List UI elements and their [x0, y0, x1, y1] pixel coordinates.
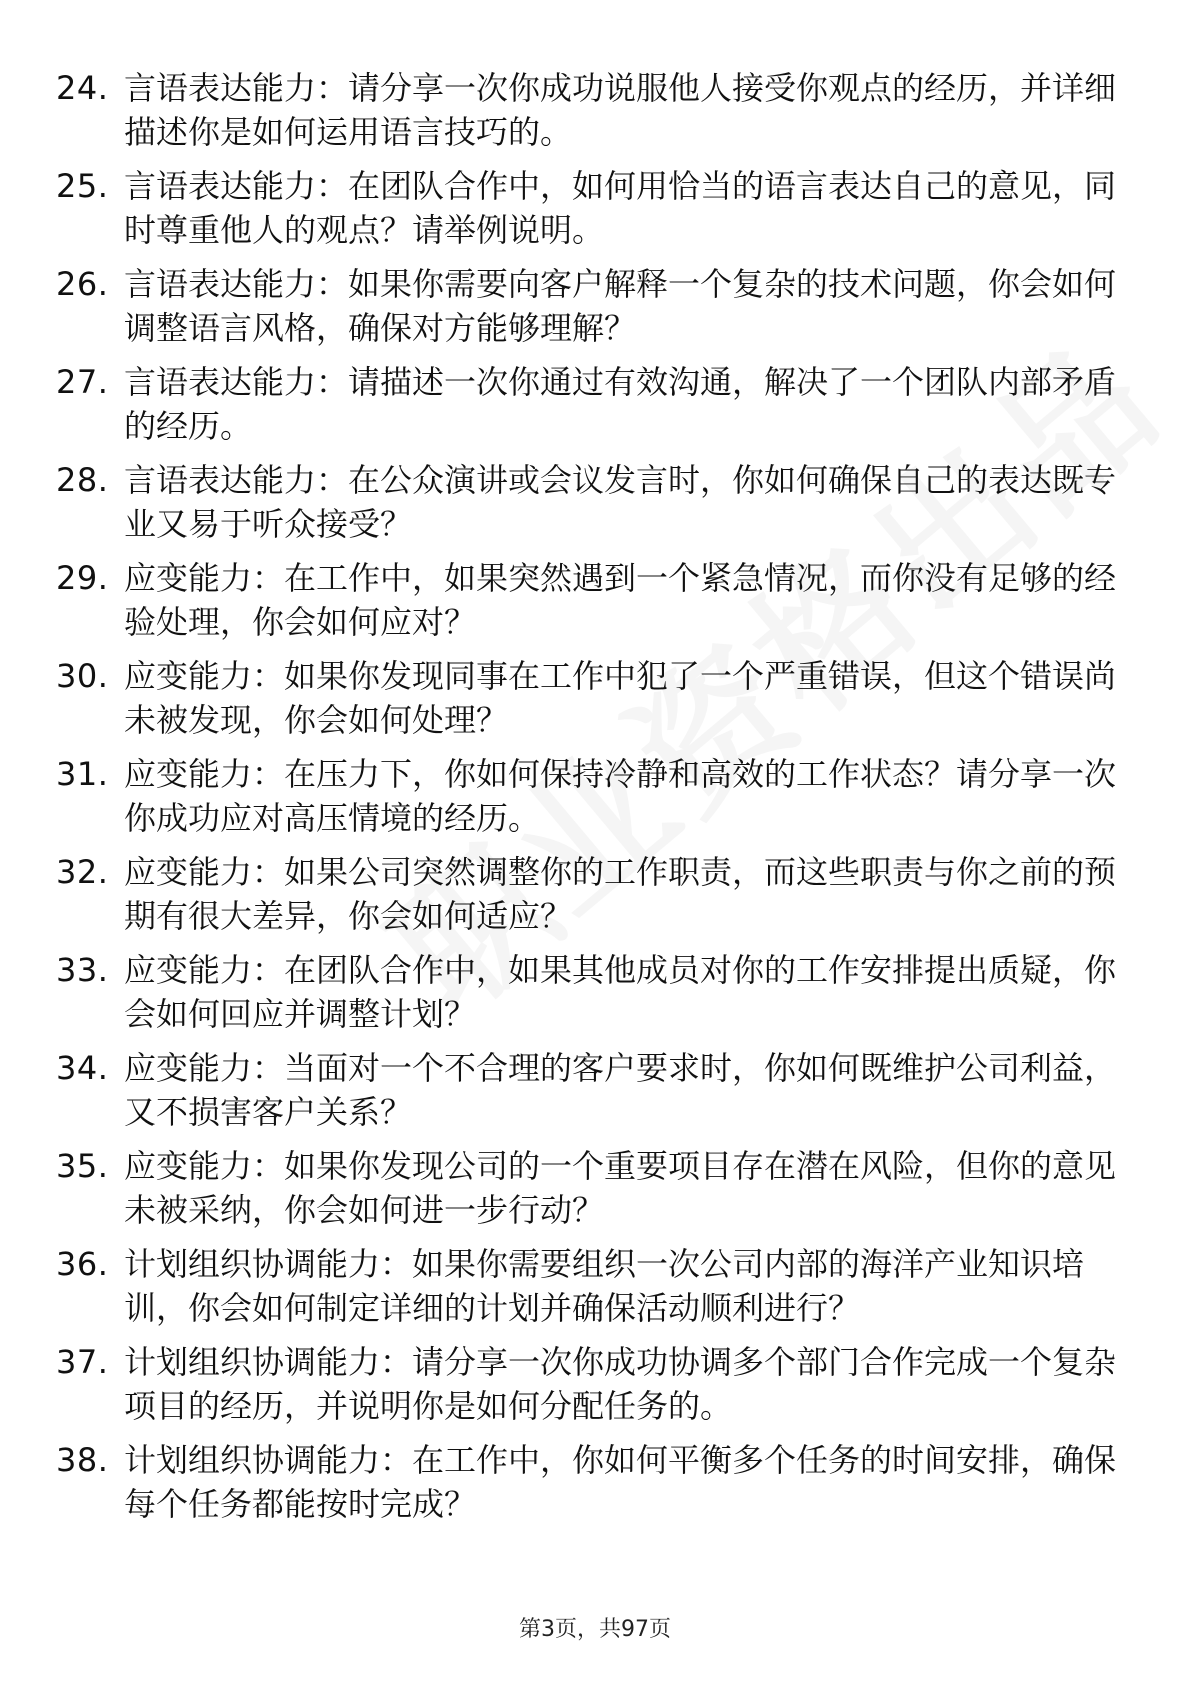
question-number: 37. — [56, 1343, 109, 1381]
question-number: 25. — [56, 167, 109, 205]
question-number: 36. — [56, 1245, 109, 1283]
list-item — [0, 1340, 1190, 1438]
question-text: 言语表达能力：请分享一次你成功说服他人接受你观点的经历，并详细描述你是如何运用语言技巧的。 — [124, 69, 1117, 151]
question-text: 应变能力：如果你发现同事在工作中犯了一个严重错误，但这个错误尚未被发现，你会如何处理？ — [124, 657, 1117, 739]
list-item — [0, 752, 1190, 850]
question-number: 33. — [56, 951, 109, 989]
question-number: 35. — [56, 1147, 109, 1185]
list-item — [0, 654, 1190, 752]
list-item — [0, 850, 1190, 948]
page-number: 第3页，共97页 — [519, 1617, 671, 1642]
question-number: 29. — [56, 559, 109, 597]
question-text: 言语表达能力：在公众演讲或会议发言时，你如何确保自己的表达既专业又易于听众接受？ — [124, 461, 1117, 543]
question-text: 应变能力：如果公司突然调整你的工作职责，而这些职责与你之前的预期有很大差异，你会如何适应？ — [124, 853, 1117, 935]
question-text: 应变能力：如果你发现公司的一个重要项目存在潜在风险，但你的意见未被采纳，你会如何进一步行动？ — [124, 1147, 1117, 1229]
list-item — [0, 360, 1190, 458]
list-item — [0, 1046, 1190, 1144]
question-number: 24. — [56, 69, 109, 107]
question-text: 言语表达能力：如果你需要向客户解释一个复杂的技术问题，你会如何调整语言风格，确保对方能够理解？ — [124, 265, 1117, 347]
list-item — [0, 458, 1190, 556]
list-item — [0, 66, 1190, 164]
list-item — [0, 262, 1190, 360]
list-item — [0, 1144, 1190, 1242]
question-text: 应变能力：当面对一个不合理的客户要求时，你如何既维护公司利益，又不损害客户关系？ — [124, 1049, 1117, 1131]
question-text: 应变能力：在团队合作中，如果其他成员对你的工作安排提出质疑，你会如何回应并调整计划？ — [124, 951, 1117, 1033]
question-text: 应变能力：在压力下，你如何保持冷静和高效的工作状态？请分享一次你成功应对高压情境的经历。 — [124, 755, 1117, 837]
question-number: 34. — [56, 1049, 109, 1087]
list-item — [0, 1242, 1190, 1340]
question-text: 应变能力：在工作中，如果突然遇到一个紧急情况，而你没有足够的经验处理，你会如何应对？ — [124, 559, 1117, 641]
question-text: 计划组织协调能力：请分享一次你成功协调多个部门合作完成一个复杂项目的经历，并说明你是如何分配任务的。 — [124, 1343, 1117, 1425]
list-item — [0, 948, 1190, 1046]
question-text: 言语表达能力：在团队合作中，如何用恰当的语言表达自己的意见，同时尊重他人的观点？请举例说明。 — [124, 167, 1117, 249]
question-list — [0, 66, 1190, 1536]
question-number: 38. — [56, 1441, 109, 1479]
question-number: 32. — [56, 853, 109, 891]
list-item — [0, 556, 1190, 654]
question-number: 27. — [56, 363, 109, 401]
question-text: 计划组织协调能力：在工作中，你如何平衡多个任务的时间安排，确保每个任务都能按时完成？ — [124, 1441, 1117, 1523]
question-text: 计划组织协调能力：如果你需要组织一次公司内部的海洋产业知识培训，你会如何制定详细的计划并确保活动顺利进行？ — [124, 1245, 1085, 1327]
list-item — [0, 1438, 1190, 1536]
list-item — [0, 164, 1190, 262]
question-number: 26. — [56, 265, 109, 303]
question-number: 31. — [56, 755, 109, 793]
question-text: 言语表达能力：请描述一次你通过有效沟通，解决了一个团队内部矛盾的经历。 — [124, 363, 1117, 445]
question-number: 30. — [56, 657, 109, 695]
question-number: 28. — [56, 461, 109, 499]
